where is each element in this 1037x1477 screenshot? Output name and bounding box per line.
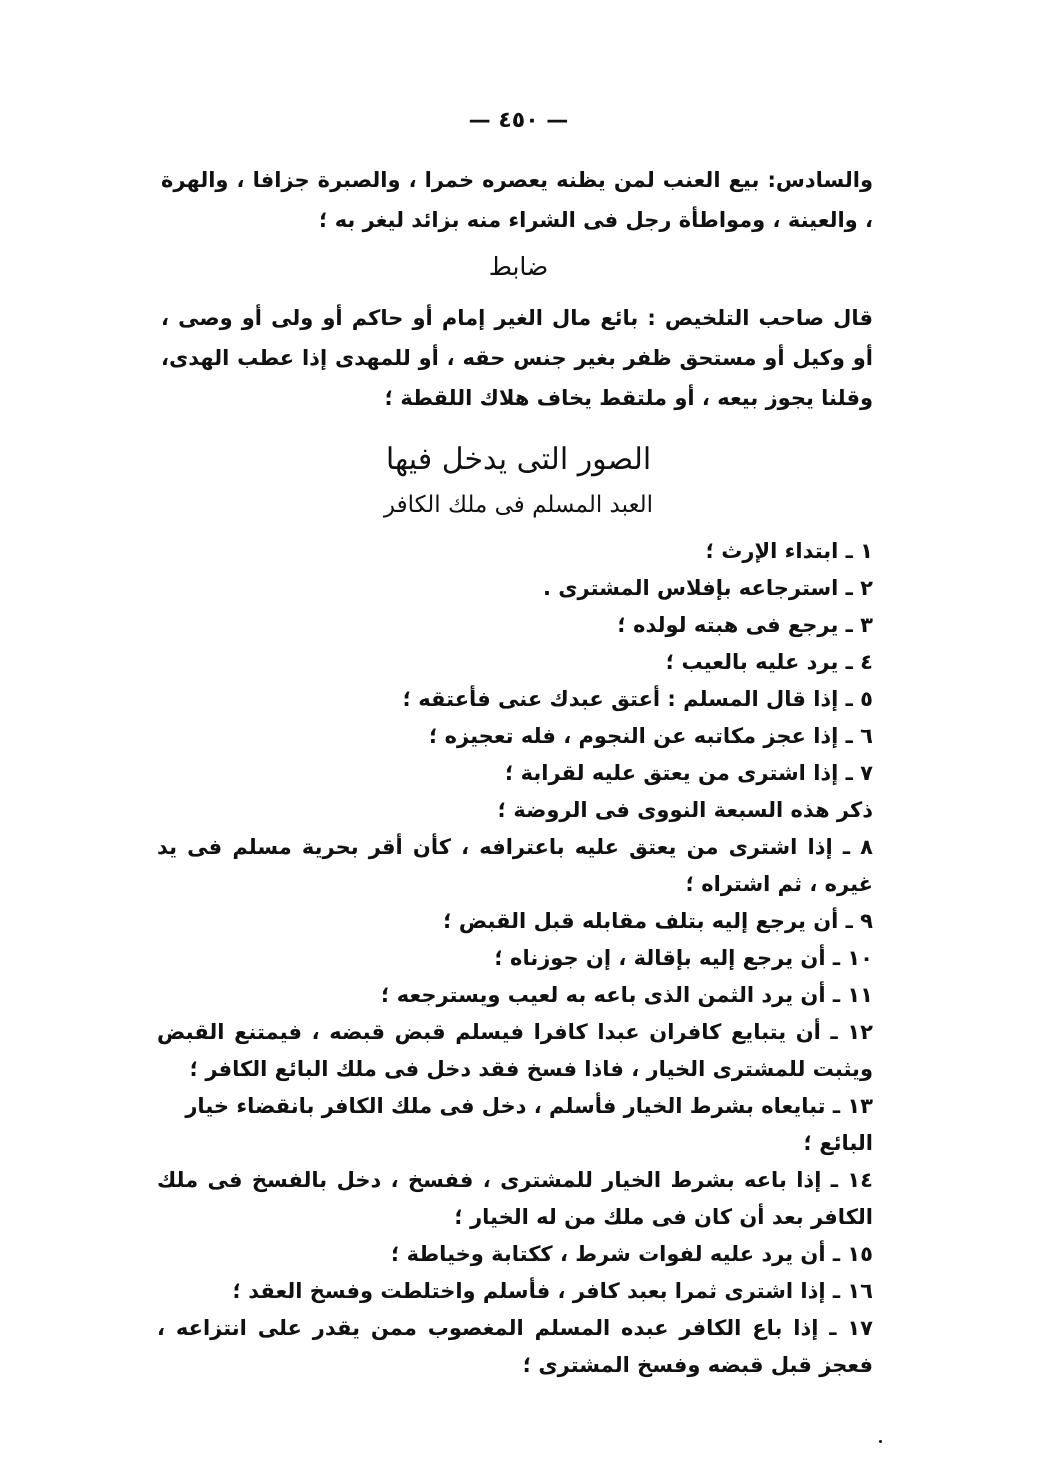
list-item: ٧ ـ إذا اشترى من يعتق عليه لقرابة ؛ [504, 761, 873, 785]
list-item: ١٦ ـ إذا اشترى ثمرا بعبد كافر ، فأسلم واختلطت وفسخ العقد ؛ [232, 1279, 873, 1303]
list-item: ١٥ ـ أن يرد عليه لفوات شرط ، ككتابة وخياطة ؛ [390, 1242, 873, 1266]
list-item: ٣ ـ يرجع فى هبته لولده ؛ [617, 613, 873, 637]
list-item: ١٤ ـ إذا باعه بشرط الخيار للمشترى ، ففسخ ، دخل بالفسخ فى ملك الكافر بعد أن كان فى ملك من له الخيار ؛ [157, 1168, 873, 1229]
list-item: ذكر هذه السبعة النووى فى الروضة ؛ [497, 798, 873, 822]
page-number: — ٤٥٠ — [468, 108, 569, 133]
list-item: ٢ ـ استرجاعه بإفلاس المشترى . [543, 576, 873, 600]
intro-paragraph: والسادس: بيع العنب لمن يظنه يعصره خمرا ، والصبرة جزافا ، والهرة ، والعينة ، ومواطأة رجل فى الشراء منه بزائد ليغر به ؛ [161, 168, 873, 232]
rule-paragraph: قال صاحب التلخيص : بائع مال الغير إمام أو حاكم أو ولى أو وصى ، أو وكيل أو مستحق ظفر بغير جنس حقه ، أو للمهدى إذا عطب الهدى، وقلنا يجوز بيعه ، أو ملتقط يخاف هلاك اللقطة ؛ [161, 306, 873, 410]
list-item: ١٧ ـ إذا باع الكافر عبده المسلم المغصوب ممن يقدر على انتزاعه ، فعجز قبل قبضه وفسخ المشترى ؛ [157, 1316, 873, 1377]
list-item: ٨ ـ إذا اشترى من يعتق عليه باعترافه ، كأن أقر بحرية مسلم فى يد غيره ، ثم اشتراه ؛ [157, 835, 873, 896]
list-item: ٤ ـ يرد عليه بالعيب ؛ [665, 650, 873, 674]
list-item: ١٣ ـ تبايعاه بشرط الخيار فأسلم ، دخل فى ملك الكافر بانقضاء خيار البائع ؛ [185, 1094, 873, 1155]
list-item: ١ ـ ابتداء الإرث ؛ [705, 539, 873, 563]
section-title: الصور التى يدخل فيها [385, 442, 652, 477]
list-item: ٥ ـ إذا قال المسلم : أعتق عبدك عنى فأعتقه ؛ [402, 687, 873, 711]
list-item: ١٠ ـ أن يرجع إليه بإقالة ، إن جوزناه ؛ [494, 946, 873, 970]
list-item: ٩ ـ أن يرجع إليه بتلف مقابله قبل القبض ؛ [443, 909, 873, 933]
list-item: ١٢ ـ أن يتبايع كافران عبدا كافرا فيسلم قبض قبضه ، فيمتنع القبض ويثبت للمشترى الخيار ، فاذا فسخ فقد دخل فى ملك البائع الكافر ؛ [157, 1020, 873, 1081]
section-subtitle: العبد المسلم فى ملك الكافر [383, 492, 654, 518]
rule-heading: ضابط [488, 252, 549, 281]
cases-list [157, 533, 873, 1384]
list-item: ١١ ـ أن يرد الثمن الذى باعه به لعيب ويسترجعه ؛ [381, 983, 873, 1007]
stray-mark [879, 1440, 882, 1443]
list-item: ٦ ـ إذا عجز مكاتبه عن النجوم ، فله تعجيزه ؛ [428, 724, 873, 748]
